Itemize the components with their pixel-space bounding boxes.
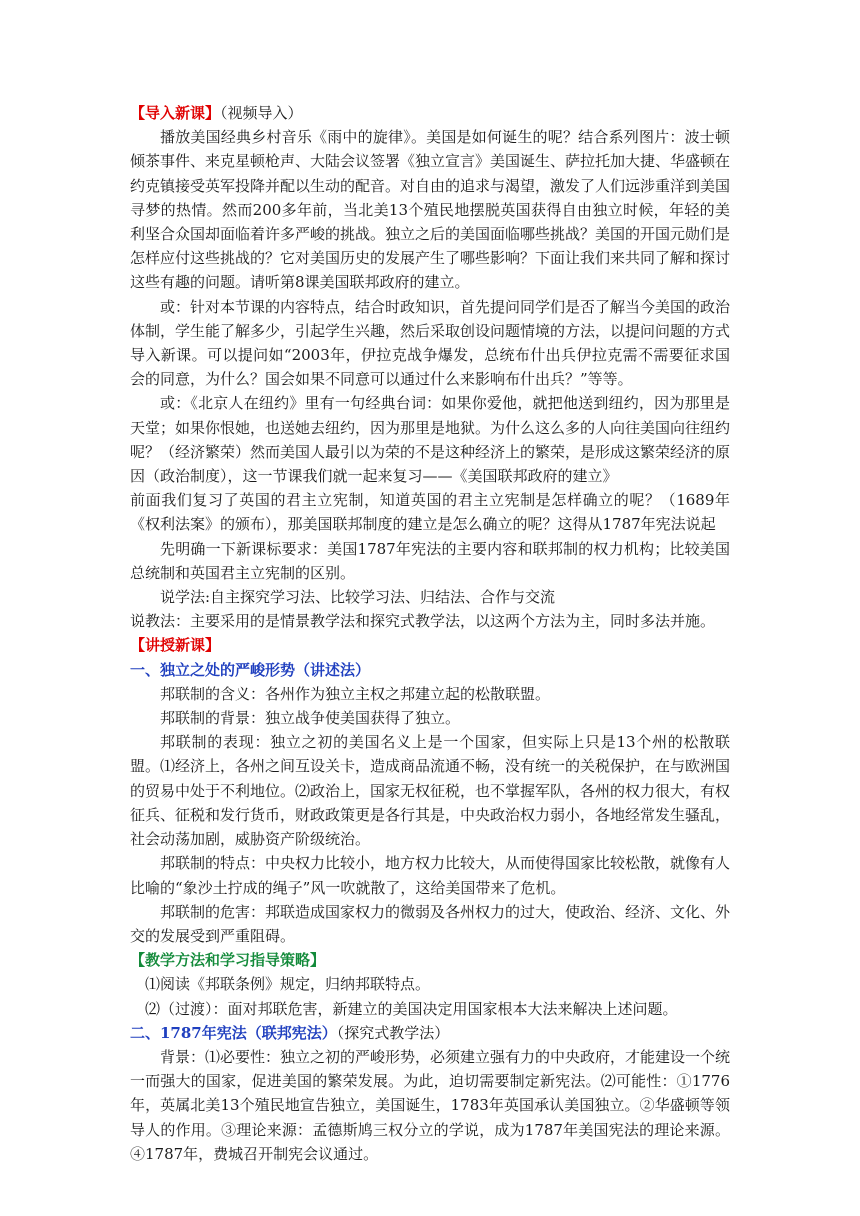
section-2-heading: 二、1787年宪法（联邦宪法） [130,1023,337,1042]
strategy-item: ⑵（过渡）：面对邦联危害，新建立的美国决定用国家根本大法来解决上述问题。 [145,999,678,1018]
section-2-heading-note: （探究式教学法） [336,1023,450,1042]
strategy-item: ⑴阅读《邦联条例》规定，归纳邦联特点。 [145,975,431,994]
section-1-paragraph: 邦联制的背景：独立战争使美国获得了独立。 [160,709,461,728]
strategy-heading: 【教学方法和学习指导策略】 [130,951,326,970]
intro-paragraph: 播放美国经典乡村音乐《雨中的旋律》。美国是如何诞生的呢？结合系列图片：波士顿倾茶事件、来克星顿枪声、大陆会议签署《独立宣言》美国诞生、萨拉托加大捷、华盛顿在约克镇接受英军投降并配以生动的配音。对自由的追求与渴望，激发了人们远涉重洋到美国寻梦的热情。然而200多年前，当北美13个殖民地摆脱英国获得自由独立时候，年轻的美利坚合众国却面临着许多严峻的挑战。独立之后的美国面临哪些挑战？美国的开国元勋们是怎样应付这些挑战的？它对美国历史的发展产生了哪些影响？下面让我们来共同了解和探讨这些有趣的问题。请听第8课美国联邦政府的建立。 [130,128,731,292]
document-page [130,101,730,1166]
intro-heading: 【导入新课】 [130,104,221,122]
section-2-paragraph: 背景：⑴必要性：独立之初的严峻形势，必须建立强有力的中央政府，才能建设一个统一而强大的国家，促进美国的繁荣发展。为此，迫切需要制定新宪法。⑵可能性：①1776年，英属北美13个殖民地宣告独立，美国诞生，1783年英国承认美国独立。②华盛顿等领导人的作用。③理论来源：孟德斯鸠三权分立的学说，成为1787年美国宪法的理论来源。④1787年，费城召开制宪会议通过。 [130,1047,731,1163]
intro-heading-note: （视频导入） [220,104,303,122]
intro-paragraph: 或：《北京人在纽约》里有一句经典台词：如果你爱他，就把他送到纽约，因为那里是天堂；如果你恨她，也送她去纽约，因为那里是地狱。为什么这么多的人向往美国向往纽约呢？（经济繁荣）然而美国人最引以为荣的不是这种经济上的繁荣，是形成这繁荣经济的原因（政治制度），这一节课我们就一起来复习——《美国联邦政府的建立》 [130,394,731,486]
section-1-paragraph: 邦联制的危害：邦联造成国家权力的微弱及各州权力的过大，使政治、经济、文化、外交的发展受到严重阻碍。 [130,902,731,945]
teaching-method-line: 说教法：主要采用的是情景教学法和探究式教学法，以这两个方法为主，同时多法并施。 [130,612,716,631]
intro-paragraph: 或：针对本节课的内容特点，结合时政知识，首先提问同学们是否了解当今美国的政治体制，学生能了解多少，引起学生兴趣，然后采取创设问题情境的方法，以提问问题的方式导入新课。可以提问如“2003年，伊拉克战争爆发，总统布什出兵伊拉克需不需要征求国会的同意，为什么？国会如果不同意可以通过什么来影响布什出兵？”等等。 [130,297,731,389]
lecture-heading: 【讲授新课】 [130,636,221,655]
intro-heading-line [130,101,730,125]
section-2-heading-line [130,1021,730,1045]
review-paragraph: 前面我们复习了英国的君主立宪制，知道英国的君主立宪制是怎样确立的呢？（1689年《权利法案》的颁布），那美国联邦制度的建立是怎么确立的呢？这得从1787年宪法说起 [130,491,730,534]
section-1-paragraph: 邦联制的特点：中央权力比较小，地方权力比较大，从而使得国家比较松散，就像有人比喻的“象沙土拧成的绳子”风一吹就散了，这给美国带来了危机。 [130,854,731,897]
section-1-heading: 一、独立之处的严峻形势（讲述法） [130,660,371,679]
study-method-line: 说学法:自主探究学习法、比较学习法、归结法、合作与交流 [160,588,556,607]
section-1-paragraph: 邦联制的表现：独立之初的美国名义上是一个国家，但实际上只是13个州的松散联盟。⑴经济上，各州之间互设关卡，造成商品流通不畅，没有统一的关税保护，在与欧洲国的贸易中处于不利地位。⑵政治上，国家无权征税，也不掌握军队，各州的权力很大，有权征兵、征税和发行货币，财政政策更是各行其是，中央政治权力弱小，各地经常发生骚乱，社会动荡加剧，威胁资产阶级统治。 [130,733,731,849]
section-1-paragraph: 邦联制的含义：各州作为独立主权之邦建立起的松散联盟。 [160,684,551,703]
curriculum-standard-paragraph: 先明确一下新课标要求：美国1787年宪法的主要内容和联邦制的权力机构；比较美国总统制和英国君主立宪制的区别。 [130,539,730,582]
